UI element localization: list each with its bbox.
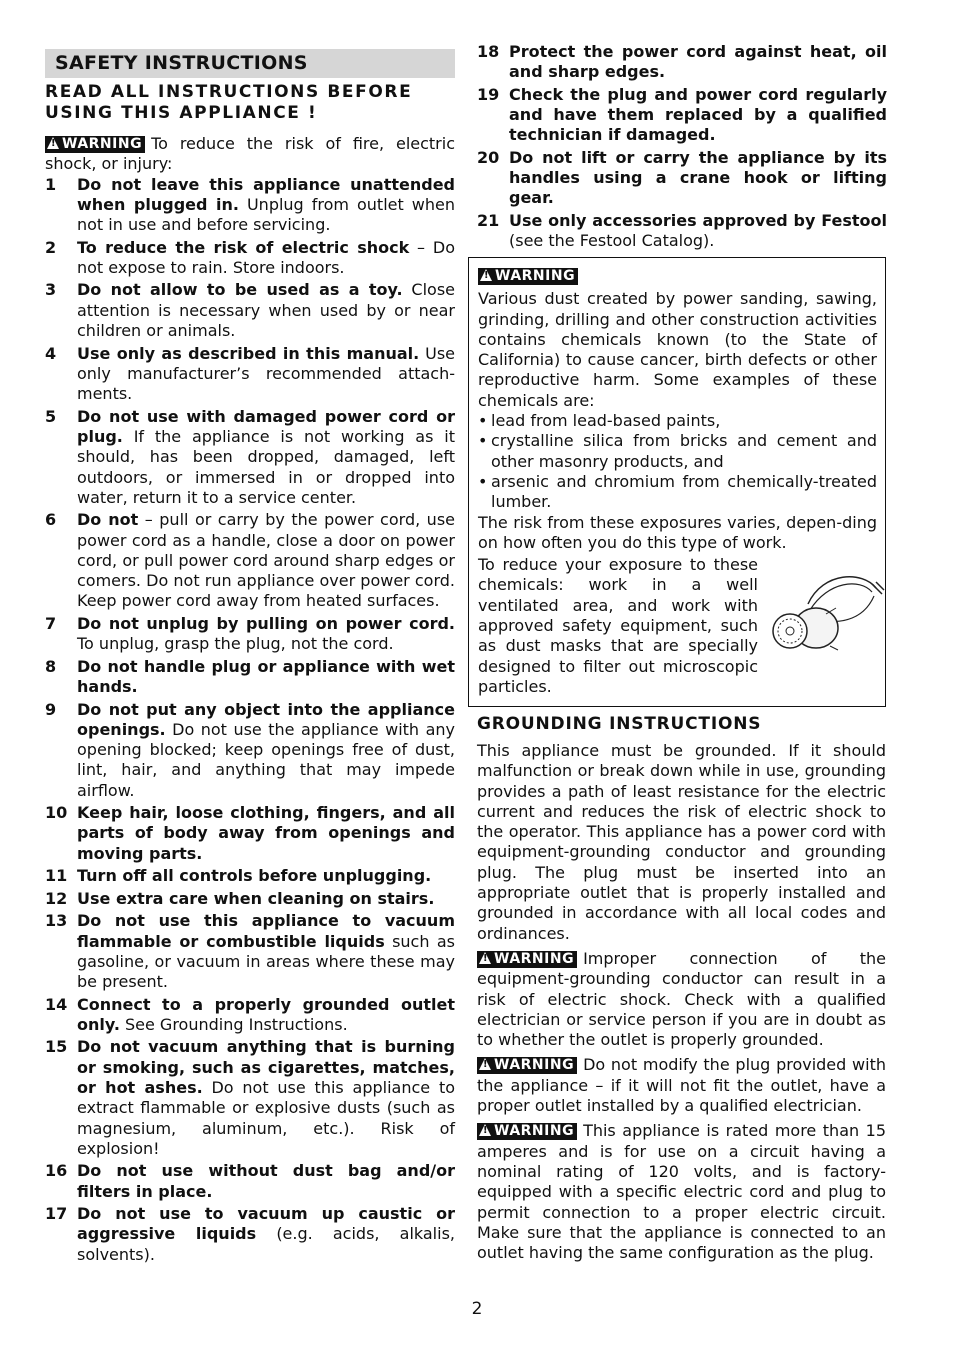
item-number: 10 [45,803,68,823]
grounding-body: This appliance must be grounded. If it should malfunction or break down while in use, grounding provides a path of least resistance for the electric current and reduces the risk of electric shock to the operator. This appliance has a power cord with equipment-grounding conductor and grounding plug. The plug must be inserted into an appropriate outlet that is properly installed and grounded in accordance with all local codes and ordinances. [477,741,886,943]
item-bold-text: Do not vacuum anything that is burning or smoking, such as cigarettes, matches, or hot ashes. [77,1037,455,1097]
item-bold-text: Do not use this appliance to vacuum flammable or combustible liquids [77,911,455,951]
safety-item [45,614,455,655]
warning-triangle-icon [47,137,59,149]
safety-item [45,1037,455,1159]
safety-item [45,995,455,1036]
warning-triangle-icon [479,1124,491,1136]
item-text: Do not use the appliance with any opening blocked; keep openings free of dust, lint, hair, and anything that may impede airflow. [77,719,455,800]
left-column [45,134,455,1267]
safety-item [477,42,887,83]
item-bold-text: Use extra care when cleaning on stairs. [77,888,435,908]
item-number: 4 [45,343,57,363]
item-number: 18 [477,42,500,61]
grounding-title: GROUNDING INSTRUCTIONS [477,714,762,734]
item-number: 21 [477,210,500,230]
item-text: – Do not expose to rain. Store indoors. [77,237,455,277]
item-bold-text: Do not handle plug or appliance with wet hands. [77,656,455,697]
safety-item [45,280,455,341]
item-number: 1 [45,174,57,194]
item-bold-text: Do not use without dust bag and/or filters in place. [77,1161,455,1201]
item-bold-text: Connect to a properly grounded outlet only. [77,994,455,1034]
item-bold-text: Do not leave this appliance unattended when plugged in. [77,174,455,214]
item-bold-text: Protect the power cord against heat, oil and sharp edges. [509,42,887,82]
item-text: such as gasoline, or vacuum in areas where these may be present. [77,931,455,992]
dust-intro: Various dust created by power sanding, sawing, grinding, drilling and other construction activities contains chemicals known (to the State of California) to cause cancer, birth defects or other reproductive harm. Some examples of these chemicals are: [478,289,877,410]
safety-item [45,911,455,992]
item-number: 17 [45,1204,68,1224]
safety-list-right [477,42,887,252]
item-number: 2 [45,237,57,257]
dust-reduce: To reduce your exposure to these chemicals: work in a well ventilated area, and work with approved safety equipment, such as dust masks that are specially designed to filter out microscopic particles. [478,555,758,696]
safety-list-left [45,175,455,1265]
item-bold-text: Do not put any object into the appliance openings. [77,699,455,739]
grounding-warning-2: !WARNING Do not modify the plug provided with the appliance – if it will not fit the outlet, have a proper outlet installed by a qualified electrician. [477,1055,886,1116]
item-number: 9 [45,699,57,719]
item-bold-text: Use only accessories approved by Festool [509,210,887,230]
item-text: Close attention is necessary when used by or near children or animals. [77,280,456,341]
item-bold-text: Turn off all controls before unplugging. [77,866,432,886]
safety-item [477,148,887,209]
item-number: 20 [477,147,500,167]
item-number: 8 [45,656,57,676]
safety-item [45,175,455,236]
item-bold-text: Keep hair, loose clothing, fingers, and all parts of body away from openings and moving parts. [77,803,455,863]
grounding-section [477,741,886,1263]
item-bold-text: Use only as described in this manual. [77,343,420,363]
item-bold-text: Do not use to vacuum up caustic or aggressive liquids [77,1204,455,1244]
safety-item [45,700,455,801]
item-text: Unplug from outlet when not in use and before servicing. [77,194,456,235]
item-bold-text: Do not lift or carry the appliance by its handles using a crane hook or lifting gear. [509,147,887,208]
safety-item [45,803,455,864]
right-column [477,42,887,254]
item-number: 19 [477,84,500,104]
item-text: (e.g. acids, alkalis, solvents). [77,1224,455,1264]
safety-item [45,1204,455,1265]
safety-item [45,889,455,909]
item-text: Use only manufacturer’s recommended attach-ments. [77,343,455,404]
warning-triangle-icon [479,1058,491,1070]
item-text: – pull or carry by the power cord, use power cord as a handle, close a door on power cord, or pull power cord around sharp edges or comers. Do not run appliance over power cord. Keep power cord away from heated surfaces. [77,510,455,611]
warning-badge: !WARNING [478,268,578,285]
read-notice: READ ALL INSTRUCTIONS BEFORE USING THIS APPLIANCE ! [45,82,413,123]
warning-triangle-icon [479,952,491,964]
warning-triangle-icon [480,269,492,281]
safety-item [45,238,455,279]
warning-badge: !WARNING [477,951,577,968]
safety-item [45,1161,455,1202]
item-text: To unplug, grasp the plug, not the cord. [77,634,394,654]
dust-risk: The risk from these exposures varies, depen-ding on how often you do this type of work. [478,512,877,552]
item-bold-text: Do not allow to be used as a toy. [77,280,403,300]
item-bold-text: Check the plug and power cord regularly and have them replaced by a qualified technician if damaged. [509,84,887,145]
item-text: See Grounding Instructions. [119,1014,348,1034]
item-number: 11 [45,866,68,886]
warning-badge: !WARNING [477,1123,577,1140]
item-bold-text: Do not [77,510,139,530]
grounding-warning-3: !WARNING This appliance is rated more than 15 amperes and is for use on a circuit having a nominal rating of 120 volts, and is factory-equipped with a specific electric cord and plug to permit connection to a proper electric circuit. Make sure that the appliance is connected to an outlet having the same configuration as the plug. [477,1121,886,1263]
safety-item [45,344,455,405]
safety-item [477,211,887,252]
safety-item [45,510,455,611]
item-number: 13 [45,911,68,931]
item-number: 15 [45,1037,68,1057]
chemical-list [478,411,877,512]
warning-badge: !WARNING [45,136,145,153]
dust-mask-illustration [768,566,888,666]
warning-badge: !WARNING [477,1057,577,1074]
item-number: 3 [45,280,57,300]
item-text: (see the Festool Catalog). [509,231,715,251]
item-number: 14 [45,994,68,1014]
safety-item [477,85,887,146]
safety-item [45,407,455,508]
item-number: 7 [45,613,57,633]
item-bold-text: To reduce the risk of electric shock [77,237,410,257]
safety-item [45,657,455,698]
item-text: If the appliance is not working as it should, has been dropped, damaged, left outdoors, or immersed in or dropped into water, return it to a service center. [77,426,455,507]
list-item: • lead from lead-based paints, [478,411,877,431]
item-text: Do not use this appliance to extract flammable or explosive dusts (such as magnesium, aluminum, etc.). Risk of explosion! [77,1077,456,1158]
grounding-warning-1: !WARNING Improper connection of the equipment-grounding conductor can result in a risk of electric shock. Check with a qualified electrician or service person if you are in doubt as to whether the outlet is properly grounded. [477,949,886,1050]
item-number: 16 [45,1161,68,1181]
item-number: 5 [45,406,57,426]
list-item: • arsenic and chromium from chemically-treated lumber. [478,472,877,513]
item-bold-text: Do not unplug by pulling on power cord. [77,613,455,633]
intro-warning: !WARNING To reduce the risk of fire, electric shock, or injury: [45,134,455,175]
item-number: 12 [45,888,68,908]
list-item: • crystalline silica from bricks and cement and other masonry products, and [478,431,877,472]
item-number: 6 [45,510,57,530]
item-bold-text: Do not use with damaged power cord or plug. [77,406,455,446]
dust-warning-box [468,257,886,707]
section-title: SAFETY INSTRUCTIONS [45,49,455,78]
safety-item [45,866,455,886]
page-number: 2 [471,1299,483,1319]
